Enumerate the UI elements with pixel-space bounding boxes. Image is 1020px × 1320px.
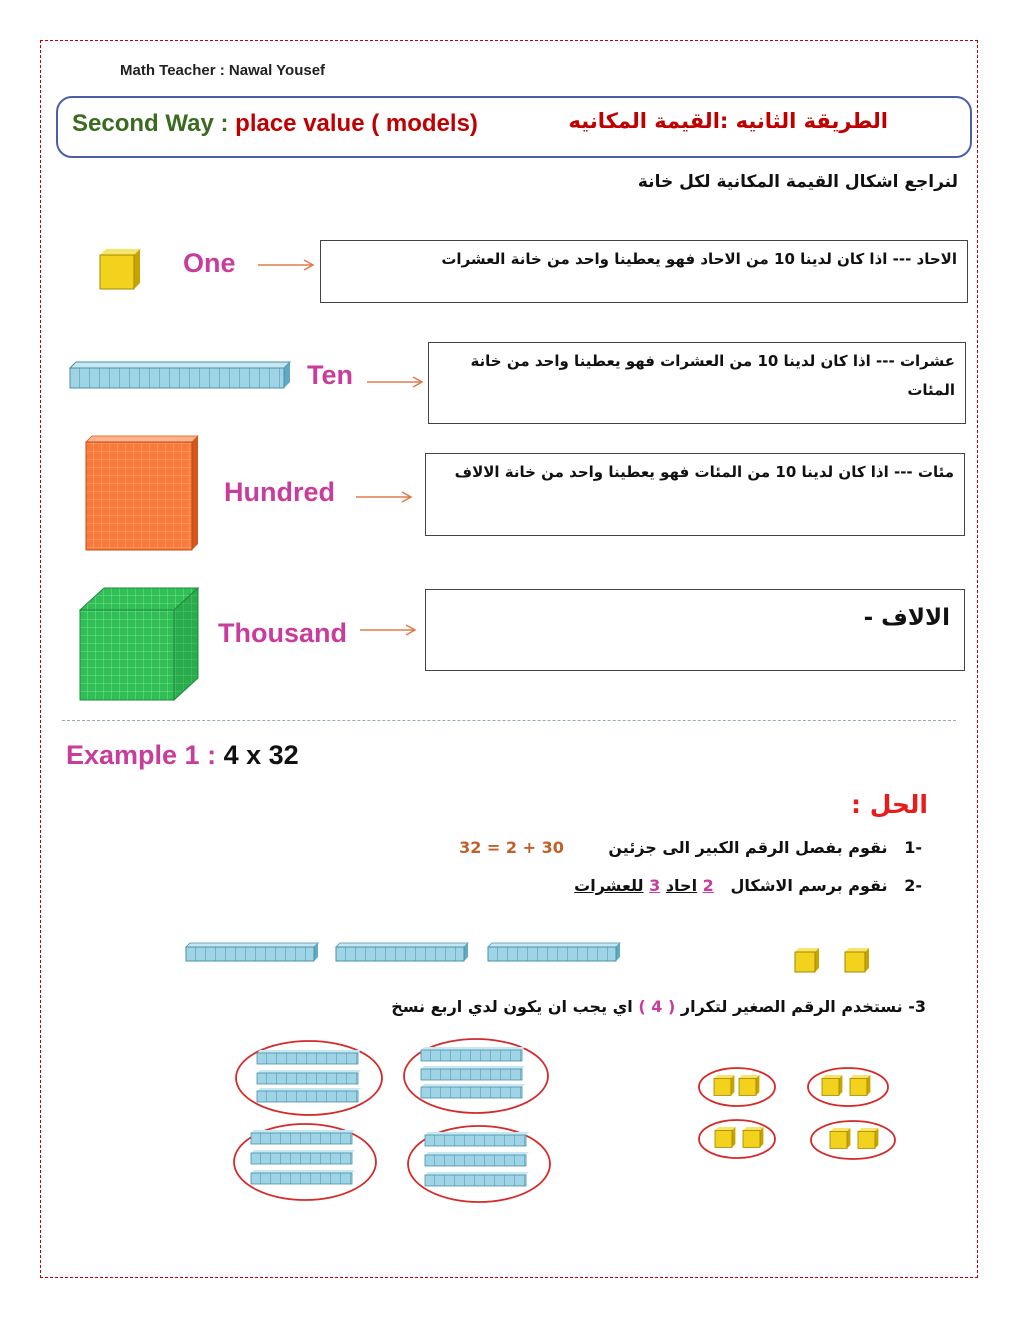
tens-group-2 — [404, 1039, 548, 1113]
ones-group-3 — [699, 1120, 775, 1158]
step2-rod-3-icon — [488, 943, 622, 963]
arrow-thousand-icon — [360, 623, 420, 637]
ones-group-2 — [808, 1068, 888, 1106]
example-sep: : — [199, 740, 224, 770]
box-thousand: الالاف - — [425, 589, 965, 671]
divider — [62, 720, 956, 721]
label-one: One — [183, 248, 236, 278]
title-arabic: الطريقة الثانيه :القيمة المكانيه — [568, 109, 888, 133]
ones-groups — [698, 1064, 903, 1164]
step2-rod-1-icon — [186, 943, 320, 963]
arrow-ten-icon — [367, 375, 427, 389]
step2-rod-2-icon — [336, 943, 470, 963]
teacher-name: Math Teacher : Nawal Yousef — [120, 62, 326, 79]
ones-group-1 — [699, 1068, 775, 1106]
step3-text: 3- نستخدم الرقم الصغير لتكرار — [680, 997, 926, 1016]
title-colon: : — [220, 110, 229, 137]
step2-ones-word: احاد — [665, 876, 698, 895]
step2-tens-word: للعشرات — [574, 876, 644, 895]
solution-label: الحل : — [851, 790, 928, 819]
subtitle: لنراجع اشكال القيمة المكانية لكل خانة — [637, 172, 958, 192]
thousand-cube-icon — [80, 588, 198, 702]
tens-group-1 — [236, 1041, 382, 1115]
one-cube-icon — [100, 249, 140, 289]
title-place-value: place value ( models) — [235, 110, 478, 137]
arrow-hundred-icon — [356, 490, 416, 504]
label-hundred: Hundred — [224, 477, 335, 507]
hundred-flat-icon — [86, 436, 200, 552]
step3-rest: اي يجب ان يكون لدي اربع نسخ — [391, 997, 633, 1016]
step2 — [574, 876, 922, 895]
step3-factor: ( 4 ) — [638, 997, 676, 1016]
step2-text: نقوم برسم الاشكال — [730, 876, 888, 895]
label-ten: Ten — [307, 360, 353, 390]
arrow-one-icon — [258, 258, 318, 272]
title-second-way: Second Way — [72, 110, 214, 137]
step1 — [459, 838, 922, 857]
box-hundred: مئات --- اذا كان لدينا 10 من المئات فهو يعطينا واحد من خانة الالاف — [425, 453, 965, 536]
step1-text: نقوم بفصل الرقم الكبير الى جزئين — [608, 838, 888, 857]
ten-rod-icon — [70, 360, 292, 390]
step2-ones-count: 2 — [702, 876, 714, 895]
example-label: Example 1 — [66, 740, 200, 770]
tens-group-4 — [408, 1126, 550, 1202]
step3 — [391, 997, 926, 1016]
step2-cube-2-icon — [845, 948, 873, 976]
example-expression: 4 x 32 — [223, 740, 299, 770]
example-title — [66, 740, 299, 771]
step2-num: -2 — [904, 876, 922, 895]
title-english — [72, 110, 478, 138]
step1-equation: 32 = 2 + 30 — [459, 838, 564, 857]
box-ten: عشرات --- اذا كان لدينا 10 من العشرات فهو يعطينا واحد من خانة المئات — [428, 342, 966, 424]
ones-group-4 — [811, 1121, 895, 1159]
step2-tens-count: 3 — [649, 876, 661, 895]
tens-group-3 — [234, 1124, 376, 1200]
step2-cube-1-icon — [795, 948, 823, 976]
box-one: الاحاد --- اذا كان لدينا 10 من الاحاد فهو يعطينا واحد من خانة العشرات — [320, 240, 968, 303]
label-thousand: Thousand — [218, 618, 347, 648]
tens-groups — [235, 1040, 555, 1210]
step1-num: -1 — [904, 838, 922, 857]
